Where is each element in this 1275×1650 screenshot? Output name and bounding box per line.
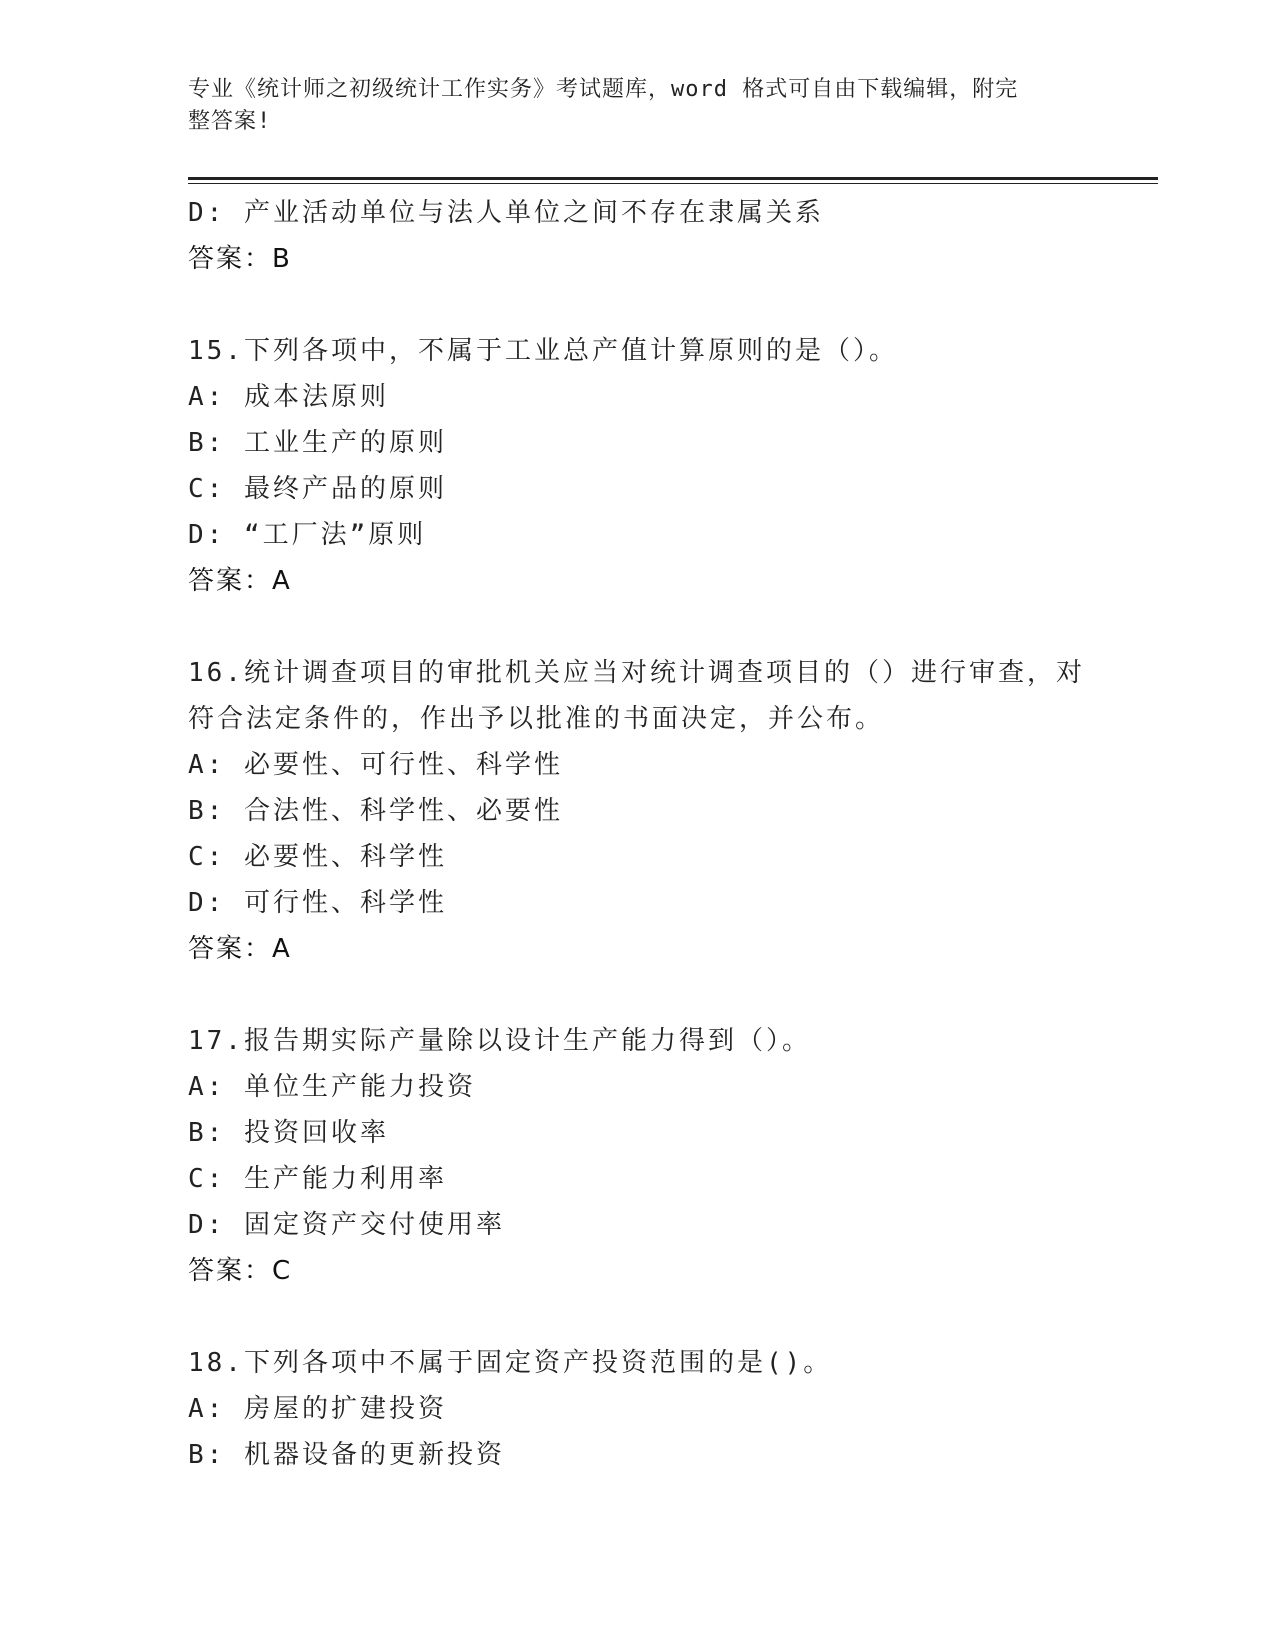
question-17 bbox=[188, 1018, 1158, 1294]
answer: 答案：B bbox=[188, 244, 292, 274]
answer: 答案：A bbox=[188, 566, 292, 596]
document-header bbox=[188, 74, 1068, 138]
option-b: B: 机器设备的更新投资 bbox=[188, 1440, 505, 1470]
option-c: C: 必要性、科学性 bbox=[188, 842, 447, 872]
question-stem: 18.下列各项中不属于固定资产投资范围的是()。 bbox=[188, 1348, 833, 1378]
option-b: B: 合法性、科学性、必要性 bbox=[188, 796, 563, 826]
spacer bbox=[188, 972, 1158, 1018]
option-a: A: 必要性、可行性、科学性 bbox=[188, 750, 563, 780]
header-divider-thin bbox=[188, 183, 1158, 184]
question-stem: 17.报告期实际产量除以设计生产能力得到（）。 bbox=[188, 1026, 811, 1056]
question-15 bbox=[188, 328, 1158, 604]
header-line-1: 专业《统计师之初级统计工作实务》考试题库，word 格式可自由下载编辑，附完 bbox=[188, 77, 1019, 102]
question-18 bbox=[188, 1340, 1158, 1478]
option-d: D: 固定资产交付使用率 bbox=[188, 1210, 505, 1240]
question-stem: 15.下列各项中，不属于工业总产值计算原则的是（）。 bbox=[188, 336, 898, 366]
answer: 答案：C bbox=[188, 1256, 293, 1286]
header-line-2: 整答案! bbox=[188, 109, 272, 134]
option-c: C: 最终产品的原则 bbox=[188, 474, 447, 504]
option-a: A: 成本法原则 bbox=[188, 382, 389, 412]
header-divider-thick bbox=[188, 177, 1158, 180]
question-list bbox=[188, 190, 1158, 1478]
spacer bbox=[188, 282, 1158, 328]
answer: 答案：A bbox=[188, 934, 292, 964]
option-d: D: 可行性、科学性 bbox=[188, 888, 447, 918]
spacer bbox=[188, 1294, 1158, 1340]
option-c: C: 生产能力利用率 bbox=[188, 1164, 447, 1194]
option-d: D: “工厂法”原则 bbox=[188, 520, 427, 550]
question-stem-line-2: 符合法定条件的，作出予以批准的书面决定，并公布。 bbox=[188, 704, 885, 734]
question-stem-line-1: 16.统计调查项目的审批机关应当对统计调查项目的（）进行审查，对 bbox=[188, 658, 1085, 688]
option-b: B: 工业生产的原则 bbox=[188, 428, 447, 458]
question-14-tail bbox=[188, 190, 1158, 282]
option-b: B: 投资回收率 bbox=[188, 1118, 389, 1148]
option-a: A: 房屋的扩建投资 bbox=[188, 1394, 447, 1424]
option-a: A: 单位生产能力投资 bbox=[188, 1072, 476, 1102]
option-d: D: 产业活动单位与法人单位之间不存在隶属关系 bbox=[188, 198, 824, 228]
spacer bbox=[188, 604, 1158, 650]
question-16 bbox=[188, 650, 1158, 972]
